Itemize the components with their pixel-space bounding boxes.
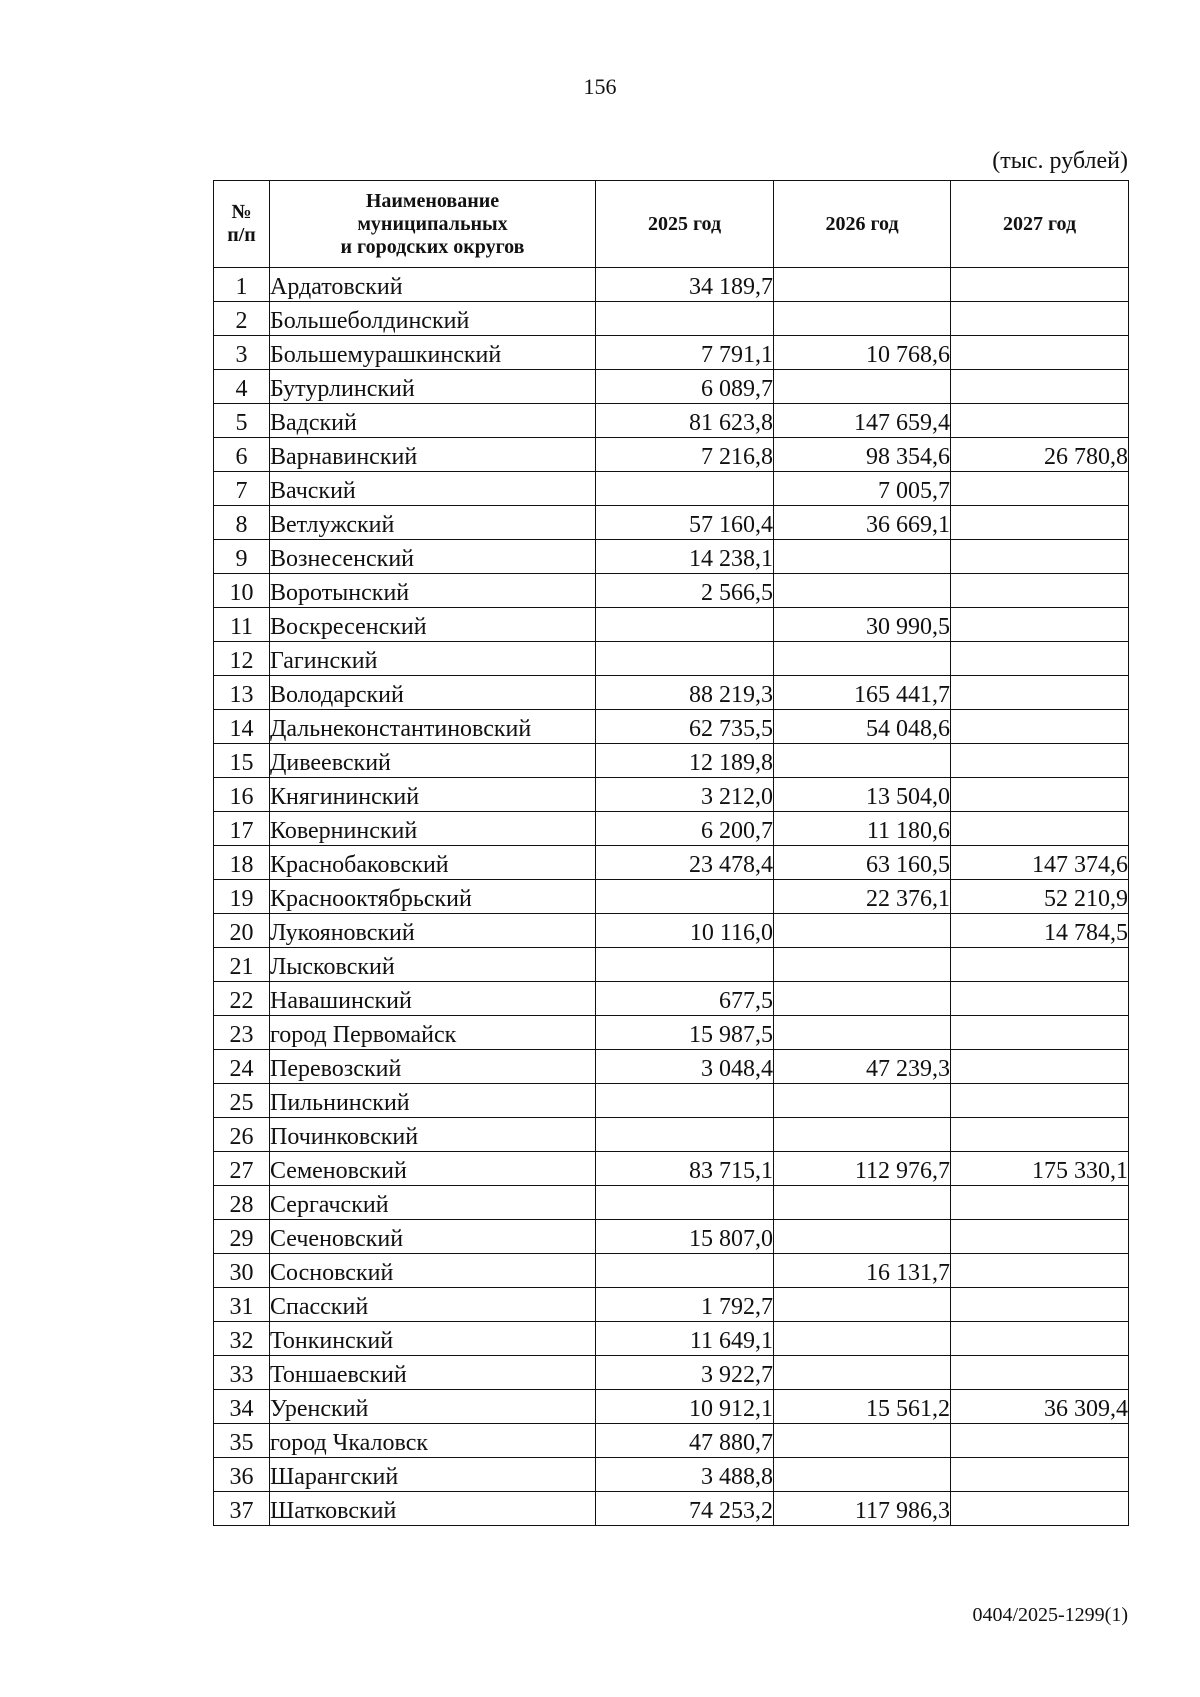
value-2026 [774,982,951,1016]
table-row [214,1356,1129,1390]
value-2027 [951,676,1129,710]
district-name: Воротынский [270,574,596,608]
units-note: (тыс. рублей) [992,148,1128,174]
value-2027 [951,1050,1129,1084]
row-number: 34 [214,1390,270,1424]
district-name: Краснооктябрьский [270,880,596,914]
header-name [270,181,596,268]
value-2025: 12 189,8 [596,744,774,778]
row-number: 5 [214,404,270,438]
table-row [214,506,1129,540]
district-name: Воскресенский [270,608,596,642]
value-2027 [951,982,1129,1016]
district-name: Сергачский [270,1186,596,1220]
value-2027 [951,1492,1129,1526]
header-year-2027: 2027 год [951,181,1129,268]
district-name: Гагинский [270,642,596,676]
value-2025 [596,1186,774,1220]
table-row [214,1152,1129,1186]
value-2025 [596,1254,774,1288]
row-number: 6 [214,438,270,472]
table-row [214,710,1129,744]
value-2025 [596,642,774,676]
value-2027 [951,1220,1129,1254]
row-number: 18 [214,846,270,880]
district-name: Семеновский [270,1152,596,1186]
table-row [214,1220,1129,1254]
value-2027 [951,1458,1129,1492]
value-2026 [774,948,951,982]
value-2027: 52 210,9 [951,880,1129,914]
value-2027: 26 780,8 [951,438,1129,472]
row-number: 3 [214,336,270,370]
value-2025: 81 623,8 [596,404,774,438]
value-2026: 98 354,6 [774,438,951,472]
value-2025: 15 807,0 [596,1220,774,1254]
header-number-abbr: п/п [227,224,256,246]
row-number: 25 [214,1084,270,1118]
district-name: Дивеевский [270,744,596,778]
table-row [214,336,1129,370]
value-2025 [596,948,774,982]
value-2026 [774,642,951,676]
value-2026: 112 976,7 [774,1152,951,1186]
value-2027 [951,574,1129,608]
row-number: 13 [214,676,270,710]
header-name-line3: и городских округов [340,235,525,258]
row-number: 11 [214,608,270,642]
value-2026 [774,1220,951,1254]
value-2027 [951,1356,1129,1390]
table-row [214,880,1129,914]
table-row [214,642,1129,676]
row-number: 27 [214,1152,270,1186]
row-number: 1 [214,268,270,302]
value-2026: 30 990,5 [774,608,951,642]
value-2025: 11 649,1 [596,1322,774,1356]
row-number: 28 [214,1186,270,1220]
table-row [214,744,1129,778]
row-number: 17 [214,812,270,846]
value-2025: 23 478,4 [596,846,774,880]
row-number: 24 [214,1050,270,1084]
district-name: Дальнеконстантиновский [270,710,596,744]
value-2027 [951,540,1129,574]
value-2026: 15 561,2 [774,1390,951,1424]
value-2027 [951,744,1129,778]
district-name: Починковский [270,1118,596,1152]
district-name: Ардатовский [270,268,596,302]
district-name: Ковернинский [270,812,596,846]
value-2027 [951,1084,1129,1118]
value-2025: 74 253,2 [596,1492,774,1526]
row-number: 8 [214,506,270,540]
district-name: Володарский [270,676,596,710]
table-row [214,608,1129,642]
header-year-2025: 2025 год [596,181,774,268]
district-name: Вачский [270,472,596,506]
value-2026 [774,744,951,778]
value-2025 [596,1118,774,1152]
value-2027: 36 309,4 [951,1390,1129,1424]
table-row [214,1322,1129,1356]
district-name: Пильнинский [270,1084,596,1118]
value-2027 [951,812,1129,846]
value-2026: 10 768,6 [774,336,951,370]
row-number: 16 [214,778,270,812]
row-number: 31 [214,1288,270,1322]
table-body [214,268,1129,1526]
row-number: 29 [214,1220,270,1254]
table-header-row [214,181,1129,268]
value-2027 [951,710,1129,744]
row-number: 7 [214,472,270,506]
value-2025: 15 987,5 [596,1016,774,1050]
row-number: 32 [214,1322,270,1356]
value-2025 [596,1084,774,1118]
value-2026 [774,1186,951,1220]
value-2027 [951,268,1129,302]
table-row [214,1254,1129,1288]
value-2026: 11 180,6 [774,812,951,846]
district-name: город Первомайск [270,1016,596,1050]
row-number: 26 [214,1118,270,1152]
value-2025: 3 488,8 [596,1458,774,1492]
table-row [214,540,1129,574]
table-row [214,1424,1129,1458]
value-2026: 147 659,4 [774,404,951,438]
value-2027 [951,336,1129,370]
table-row [214,778,1129,812]
table-row [214,812,1129,846]
value-2027 [951,948,1129,982]
value-2026 [774,1016,951,1050]
row-number: 2 [214,302,270,336]
district-name: Шарангский [270,1458,596,1492]
row-number: 36 [214,1458,270,1492]
value-2025: 83 715,1 [596,1152,774,1186]
district-name: Большеболдинский [270,302,596,336]
value-2026: 117 986,3 [774,1492,951,1526]
header-name-line2: муниципальных [357,212,508,235]
table-row [214,1084,1129,1118]
value-2025 [596,302,774,336]
row-number: 35 [214,1424,270,1458]
row-number: 37 [214,1492,270,1526]
value-2026 [774,1288,951,1322]
value-2027: 14 784,5 [951,914,1129,948]
value-2027 [951,1186,1129,1220]
value-2025: 7 791,1 [596,336,774,370]
district-name: Краснобаковский [270,846,596,880]
value-2026: 47 239,3 [774,1050,951,1084]
value-2026 [774,1458,951,1492]
value-2026 [774,1356,951,1390]
value-2026 [774,370,951,404]
value-2026 [774,574,951,608]
value-2027 [951,1322,1129,1356]
table-row [214,1492,1129,1526]
district-name: Перевозский [270,1050,596,1084]
table-row [214,982,1129,1016]
header-year-2026: 2026 год [774,181,951,268]
value-2025: 10 116,0 [596,914,774,948]
value-2026: 16 131,7 [774,1254,951,1288]
value-2027 [951,370,1129,404]
value-2026: 36 669,1 [774,506,951,540]
value-2027 [951,1288,1129,1322]
value-2027 [951,472,1129,506]
value-2026 [774,540,951,574]
value-2025: 34 189,7 [596,268,774,302]
district-name: Шатковский [270,1492,596,1526]
value-2025: 3 212,0 [596,778,774,812]
value-2026: 63 160,5 [774,846,951,880]
value-2027 [951,778,1129,812]
table-row [214,302,1129,336]
value-2027 [951,302,1129,336]
district-name: Лысковский [270,948,596,982]
page-number: 156 [583,74,617,99]
table-row [214,1288,1129,1322]
row-number: 21 [214,948,270,982]
value-2025: 3 922,7 [596,1356,774,1390]
value-2025: 2 566,5 [596,574,774,608]
value-2025: 6 200,7 [596,812,774,846]
table-row [214,574,1129,608]
table-row [214,404,1129,438]
district-name: Тонкинский [270,1322,596,1356]
value-2025 [596,880,774,914]
district-name: Уренский [270,1390,596,1424]
value-2026: 54 048,6 [774,710,951,744]
value-2025 [596,472,774,506]
district-name: Бутурлинский [270,370,596,404]
table-row [214,1390,1129,1424]
row-number: 22 [214,982,270,1016]
district-name: Навашинский [270,982,596,1016]
value-2026 [774,302,951,336]
row-number: 15 [214,744,270,778]
row-number: 30 [214,1254,270,1288]
value-2026 [774,1424,951,1458]
table-row [214,1186,1129,1220]
value-2027 [951,1254,1129,1288]
value-2025: 677,5 [596,982,774,1016]
district-name: Ветлужский [270,506,596,540]
value-2026 [774,1118,951,1152]
header-number-symbol: № [231,201,252,223]
value-2025 [596,608,774,642]
table-row [214,1118,1129,1152]
value-2026 [774,268,951,302]
value-2027 [951,1016,1129,1050]
value-2027 [951,642,1129,676]
value-2025: 47 880,7 [596,1424,774,1458]
document-code: 0404/2025-1299(1) [972,1604,1128,1626]
value-2027 [951,1118,1129,1152]
table-row [214,1050,1129,1084]
value-2025: 14 238,1 [596,540,774,574]
value-2027 [951,1424,1129,1458]
row-number: 12 [214,642,270,676]
value-2026 [774,1322,951,1356]
table-row [214,370,1129,404]
value-2026: 7 005,7 [774,472,951,506]
value-2027 [951,404,1129,438]
table-row [214,1016,1129,1050]
value-2027 [951,506,1129,540]
header-number [214,181,270,268]
row-number: 33 [214,1356,270,1390]
district-name: Спасский [270,1288,596,1322]
row-number: 23 [214,1016,270,1050]
value-2027: 147 374,6 [951,846,1129,880]
table-row [214,472,1129,506]
row-number: 9 [214,540,270,574]
table-row [214,268,1129,302]
row-number: 19 [214,880,270,914]
header-name-line1: Наименование [365,189,500,212]
district-name: Большемурашкинский [270,336,596,370]
value-2025: 57 160,4 [596,506,774,540]
table-row [214,1458,1129,1492]
value-2025: 6 089,7 [596,370,774,404]
district-name: Княгининский [270,778,596,812]
table-row [214,948,1129,982]
district-name: Сеченовский [270,1220,596,1254]
value-2026 [774,1084,951,1118]
value-2025: 1 792,7 [596,1288,774,1322]
subsidy-table [213,180,1129,1526]
district-name: Вознесенский [270,540,596,574]
district-name: Лукояновский [270,914,596,948]
row-number: 10 [214,574,270,608]
district-name: Вадский [270,404,596,438]
value-2026: 13 504,0 [774,778,951,812]
value-2025: 10 912,1 [596,1390,774,1424]
district-name: Тоншаевский [270,1356,596,1390]
row-number: 4 [214,370,270,404]
value-2025: 88 219,3 [596,676,774,710]
row-number: 14 [214,710,270,744]
value-2026 [774,914,951,948]
district-name: Сосновский [270,1254,596,1288]
value-2027 [951,608,1129,642]
row-number: 20 [214,914,270,948]
district-name: Варнавинский [270,438,596,472]
table-row [214,914,1129,948]
table-row [214,676,1129,710]
value-2025: 62 735,5 [596,710,774,744]
value-2026: 22 376,1 [774,880,951,914]
table-row [214,846,1129,880]
value-2025: 7 216,8 [596,438,774,472]
district-name: город Чкаловск [270,1424,596,1458]
value-2027: 175 330,1 [951,1152,1129,1186]
value-2025: 3 048,4 [596,1050,774,1084]
table-row [214,438,1129,472]
value-2026: 165 441,7 [774,676,951,710]
